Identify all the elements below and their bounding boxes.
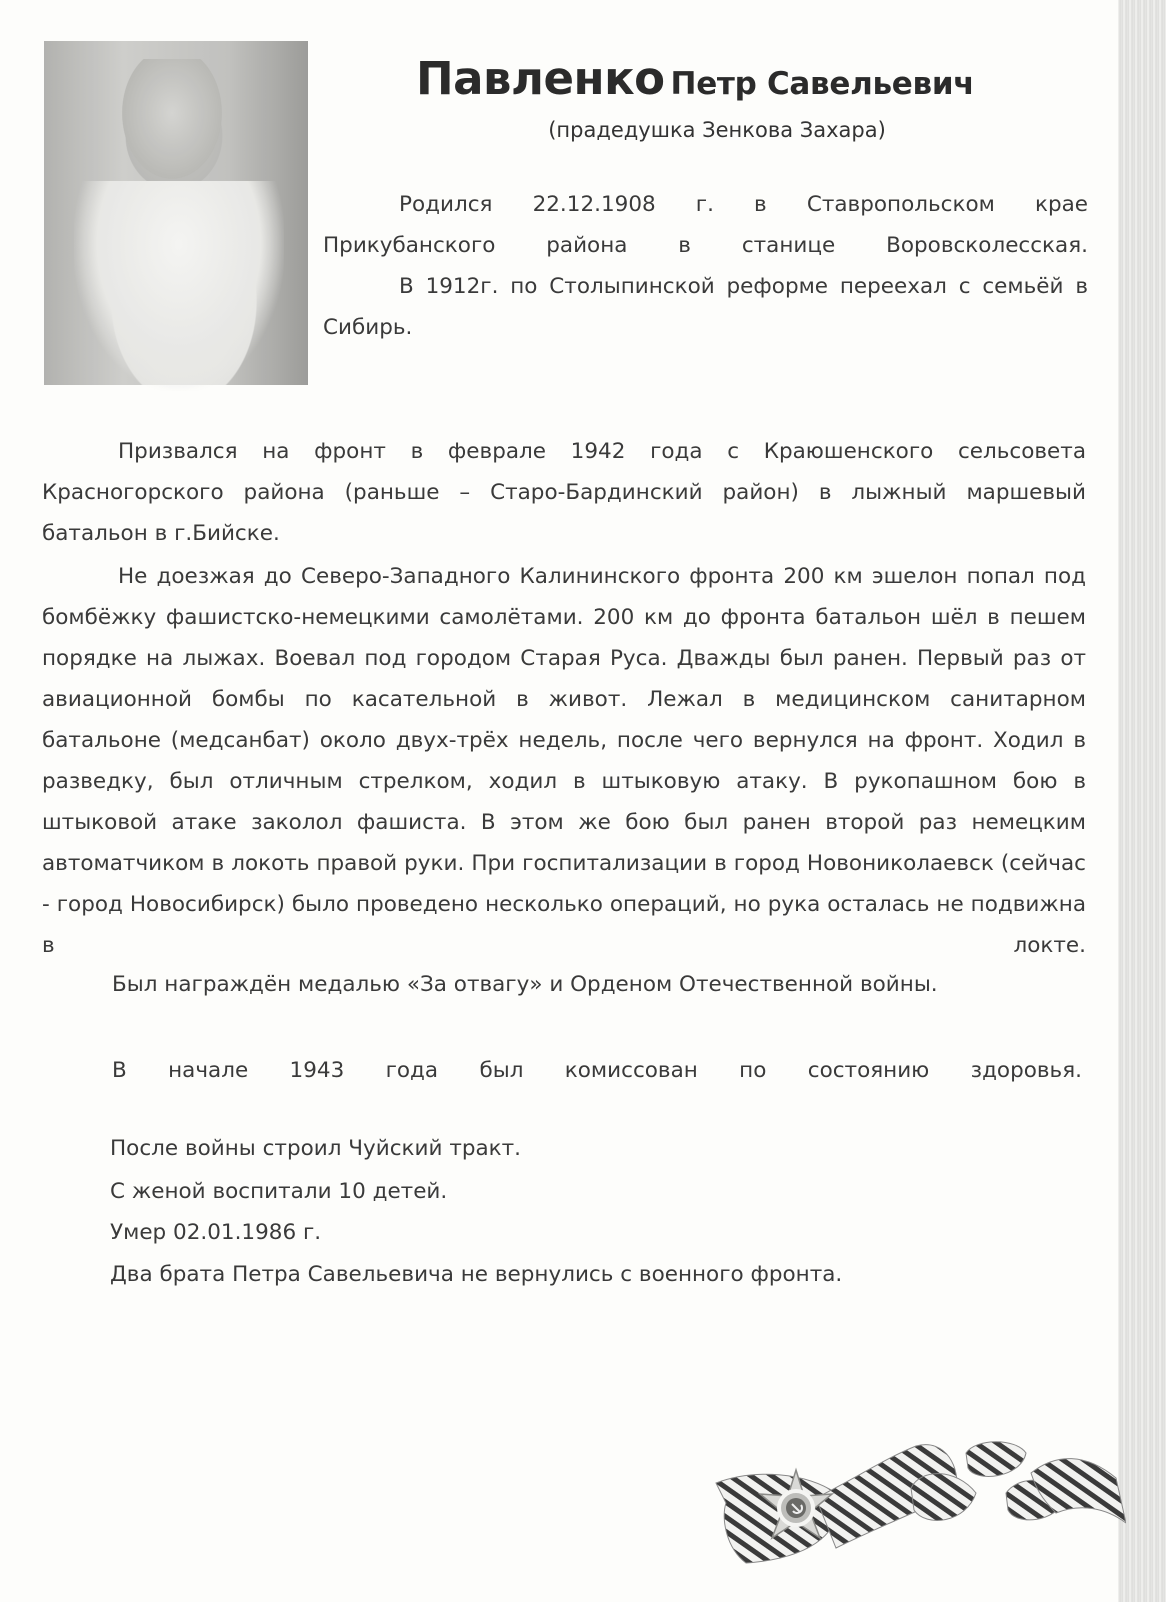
after-war-line: После войны строил Чуйский тракт.: [110, 1136, 522, 1161]
relation-subtitle: (прадедушка Зенкова Захара): [548, 118, 886, 142]
birth-paragraph: Родился 22.12.1908 г. в Ставропольском крае Прикубанского района в станице Воровсколесская.: [323, 192, 1088, 258]
given-names: Петр Савельевич: [670, 66, 975, 102]
combat-paragraph: Не доезжая до Северо-Западного Калининского фронта 200 км эшелон попал под бомбёжку фашистско-немецкими самолётами. 200 км до фронта батальон шёл в пешем порядке на лыжах. Воевал под городом Старая Руса. Дважды был ранен. Первый раз от авиационной бомбы по касательной в живот. Лежал в медицинском санитарном батальоне (медсанбат) около двух-трёх недель, после чего вернулся на фронт. Ходил в разведку, был отличным стрелком, ходил в штыковую атаку. В рукопашном бою в штыковой атаке заколол фашиста. В этом же бою был ранен второй раз немецким автоматчиком в локоть правой руки. При госпитализации в город Новониколаевск (сейчас - город Новосибирск) было проведено несколько операций, но рука осталась не подвижна в локте.: [42, 564, 1086, 958]
page-title: [416, 52, 974, 105]
portrait-photo: [44, 41, 308, 385]
ribbon-loop-top: [966, 1442, 1026, 1477]
ribbon-left-band: [716, 1474, 838, 1563]
ribbon-loop-left: [911, 1474, 976, 1521]
brothers-line: Два брата Петра Савельевича не вернулись с военного фронта.: [110, 1262, 843, 1287]
scanned-page-edge: [1118, 0, 1166, 1602]
awards-paragraph: Был награждён медалью «За отвагу» и Орденом Отечественной войны.: [112, 972, 938, 997]
discharge-paragraph: В начале 1943 года был комиссован по состоянию здоровья.: [112, 1058, 1082, 1083]
st-george-ribbon-icon: [686, 1398, 1126, 1578]
surname: Павленко: [416, 52, 665, 105]
conscription-paragraph: Призвался на фронт в феврале 1942 года с Краюшенского сельсовета Красногорского района (раньше – Старо-Бардинский район) в лыжный маршевый батальон в г.Бийске.: [42, 439, 1086, 546]
children-line: С женой воспитали 10 детей.: [110, 1179, 448, 1204]
portrait-shirt: [74, 181, 284, 391]
relocation-paragraph: В 1912г. по Столыпинской реформе переехал с семьёй в Сибирь.: [323, 274, 1088, 340]
death-line: Умер 02.01.1986 г.: [110, 1220, 322, 1245]
